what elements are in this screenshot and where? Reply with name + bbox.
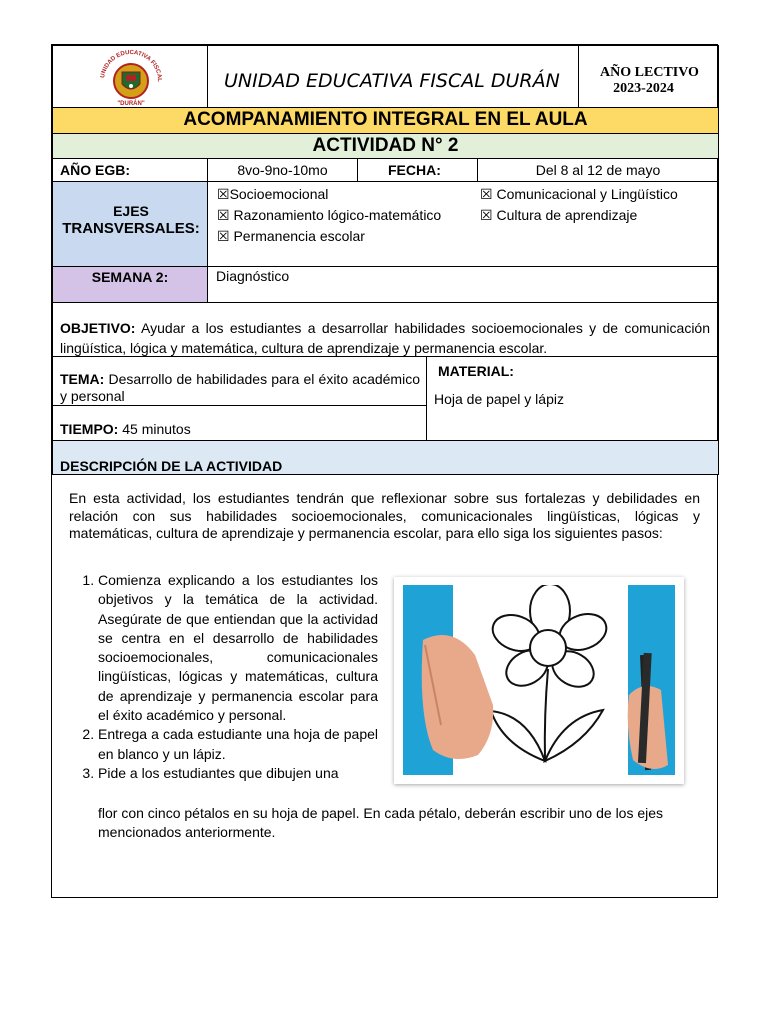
- eje-item: ☒ Permanencia escolar: [217, 228, 365, 244]
- ejes-label-line2: TRANSVERSALES:: [62, 220, 200, 237]
- step-item: 2. Entrega a cada estudiante una hoja de papel en blanco y un lápiz.: [98, 725, 378, 764]
- descripcion-label: DESCRIPCIÓN DE LA ACTIVIDAD: [52, 440, 719, 475]
- step3-continuation: flor con cinco pétalos en su hoja de papel. En cada pétalo, deberán escribir uno de los ejes mencionados anteriormente.: [98, 805, 664, 841]
- checked-box-icon: ☒: [217, 228, 230, 244]
- objetivo-label: OBJETIVO:: [60, 320, 136, 336]
- svg-text:UNIDAD EDUCATIVA FISCAL: UNIDAD EDUCATIVA FISCAL: [100, 49, 163, 83]
- semana-value: Diagnóstico: [207, 266, 719, 303]
- eje-item: ☒ Cultura de aprendizaje: [480, 207, 638, 223]
- material-label: MATERIAL:: [438, 363, 514, 379]
- flower-image: [394, 577, 684, 784]
- checked-box-icon: ☒: [480, 186, 493, 202]
- banner-title: ACOMPANAMIENTO INTEGRAL EN EL AULA: [52, 107, 719, 134]
- tiempo-cell: [52, 405, 427, 441]
- ejes-right-list: [480, 184, 678, 226]
- checked-box-icon: ☒: [217, 207, 230, 223]
- year-label: AÑO LECTIVO: [600, 65, 699, 80]
- ejes-left-list: [217, 184, 441, 247]
- school-name-cell: [207, 45, 579, 108]
- eje-item: ☒Socioemocional: [217, 186, 329, 202]
- school-seal-icon: [96, 48, 166, 108]
- ejes-items-cell: [207, 181, 719, 267]
- step-item: 3. Pide a los estudiantes que dibujen una: [98, 764, 378, 783]
- tema-text: Desarrollo de habilidades para el éxito académico y personal: [60, 371, 420, 404]
- checked-box-icon: ☒: [217, 186, 230, 202]
- descripcion-intro: En esta actividad, los estudiantes tendrán que reflexionar sobre sus fortalezas y debilidades en relación con sus habilidades socioemocionales, comunicacionales lingüísticas, lógicas y matemáticas, cultura de aprendizaje y permanencia escolar, para ello siga los siguientes pasos:: [69, 490, 700, 541]
- year-value: 2023-2024: [613, 81, 674, 96]
- step-item: 1. Comienza explicando a los estudiantes los objetivos y la temática de la actividad. Asegúrate de que entiendan que la actividad se centra en el desarrollo de habilidades socioemocionales, comunicacionales lingüísticas, lógicas y matemáticas, cultura de aprendizaje y permanencia escolar para el éxito académico y personal.: [98, 571, 378, 725]
- egb-label: AÑO EGB:: [52, 158, 208, 182]
- steps-list-wrap: [52, 571, 378, 783]
- fecha-value: Del 8 al 12 de mayo: [477, 158, 719, 182]
- semana-label: SEMANA 2:: [52, 266, 208, 303]
- checked-box-icon: ☒: [480, 207, 493, 223]
- tema-label: TEMA:: [60, 371, 105, 387]
- school-name: UNIDAD EDUCATIVA FISCAL DURÁN: [224, 70, 560, 92]
- egb-value: 8vo-9no-10mo: [207, 158, 358, 182]
- logo-cell: [52, 45, 208, 108]
- ejes-label-cell: [52, 181, 208, 267]
- year-cell: [578, 45, 719, 108]
- eje-item: ☒ Comunicacional y Lingüístico: [480, 186, 678, 202]
- fecha-label: FECHA:: [357, 158, 478, 182]
- descripcion-body: [52, 474, 719, 898]
- eje-item: ☒ Razonamiento lógico-matemático: [217, 207, 442, 223]
- steps-list: [52, 571, 378, 783]
- tema-cell: [52, 356, 427, 406]
- flower-drawing-icon: [403, 585, 675, 775]
- tiempo-text: 45 minutos: [118, 421, 191, 437]
- tiempo-label: TIEMPO:: [60, 421, 119, 437]
- material-text: Hoja de papel y lápiz: [434, 391, 564, 407]
- svg-text:"DURÁN": "DURÁN": [117, 101, 145, 107]
- activity-title: ACTIVIDAD N° 2: [52, 133, 719, 159]
- objetivo-text: Ayudar a los estudiantes a desarrollar habilidades socioemocionales y de comunicación lingüística, lógica y matemática, cultura de aprendizaje y permanencia escolar.: [60, 320, 710, 356]
- objetivo-cell: [52, 302, 719, 357]
- material-cell: [426, 356, 719, 441]
- activity-sheet: [51, 44, 718, 898]
- ejes-label-line1: EJES: [113, 203, 149, 219]
